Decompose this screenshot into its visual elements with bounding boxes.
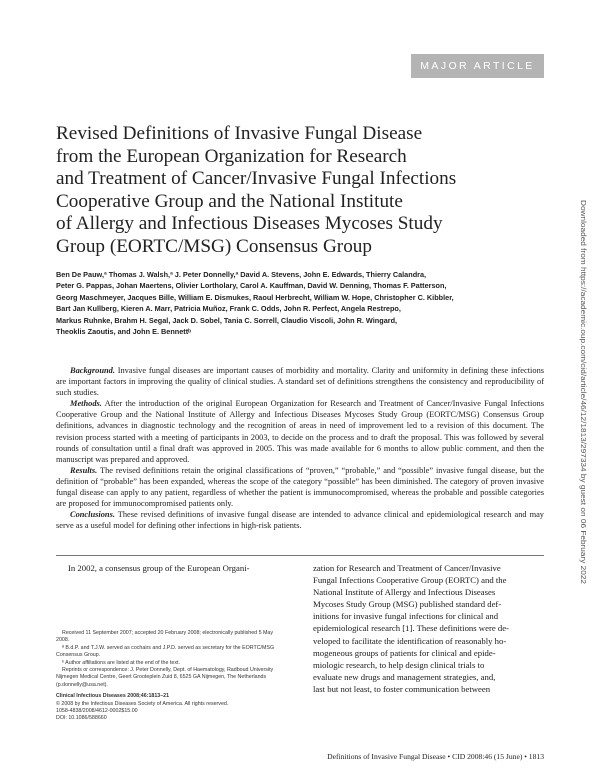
issn-line: 1058-4838/2008/4612-0002$15.00: [56, 708, 138, 715]
author-line: Markus Ruhnke, Brahm H. Segal, Jack D. Sobel, Tania C. Sorrell, Claudio Viscoli, John R. Wingard,: [56, 315, 398, 325]
title-line: of Allergy and Infectious Diseases Mycoses Study: [56, 213, 443, 235]
abstract-background: [56, 365, 544, 398]
body-line: Mycoses Study Group (MSG) published standard def-: [313, 599, 502, 610]
body-line: initions for invasive fungal infections for clinical and: [313, 611, 499, 622]
abstract-results: [56, 465, 544, 509]
title-line: Cooperative Group and the National Institute: [56, 190, 403, 212]
author-line: Peter G. Pappas, Johan Maertens, Olivier Lortholary, Carol A. Kauffman, David W. Denning, Thomas F. Patterson,: [56, 281, 447, 291]
body-line: evaluate new drugs and management strategies, and,: [313, 671, 496, 682]
title-line: from the European Organization for Research: [56, 145, 407, 167]
abstract-label: Background.: [70, 366, 115, 375]
abstract-label: Conclusions.: [70, 510, 115, 520]
abstract-text: Invasive fungal diseases are important causes of morbidity and mortality. Clarity and uniformity in defining these infections are important factors in improving the quality of clinical studies. A standard set of definitions strengthens the consistency and reproducibility of such studies.: [56, 366, 545, 398]
author-list: [56, 269, 536, 337]
abstract-label: Results.: [70, 465, 98, 475]
footnote-reprints: Reprints or correspondence: J. Peter Donnelly, Dept. of Haematology, Radboud University Nijmegen Medical Centre, Geert Grooteplein Zuid 8, 6525 GA Nijmegen, The Netherlands (p.donnelly@usa.net).: [56, 667, 274, 688]
banner-label: MAJOR ARTICLE: [420, 60, 535, 72]
body-line: mogeneous groups of patients for clinical and epide-: [313, 647, 496, 658]
body-line: zation for Research and Treatment of Cancer/Invasive: [313, 563, 501, 573]
download-watermark: [571, 200, 585, 584]
copyright-line: © 2008 by the Infectious Diseases Society of America. All rights reserved.: [56, 700, 229, 707]
author-line: Ben De Pauw,ª Thomas J. Walsh,ª J. Peter Donnelly,ª David A. Stevens, John E. Edwards, Thierry Calandra,: [56, 270, 427, 279]
section-divider: [56, 555, 544, 556]
body-column-left: In 2002, a consensus group of the European Organi-: [68, 563, 250, 573]
article-type-banner: [411, 54, 544, 78]
doi-line: DOI: 10.1086/588660: [56, 715, 107, 722]
body-line: veloped to facilitate the identification of reasonably ho-: [313, 635, 507, 646]
body-line: National Institute of Allergy and Infectious Diseases: [313, 587, 496, 598]
footnotes: [56, 630, 287, 723]
footnote-b: ᵇ Author affiliations are listed at the end of the text.: [62, 659, 180, 666]
article-title: [56, 123, 516, 259]
footnote-received: Received 11 September 2007; accepted 20 February 2008; electronically published 5 May 2008.: [56, 630, 274, 644]
download-watermark-text: Downloaded from https://academic.oup.com/cid/article/46/12/1813/297334 by guest on 06 February 2022: [579, 200, 586, 526]
download-watermark-svg: [571, 200, 585, 584]
body-line: last but not least, to foster communication between: [313, 683, 491, 694]
abstract-methods: [56, 398, 544, 465]
author-line: Georg Maschmeyer, Jacques Bille, William E. Dismukes, Raoul Herbrecht, William W. Hope, Christopher C. Kibbler,: [56, 292, 454, 302]
journal-citation: Clinical Infectious Diseases 2008;46:1813–21: [56, 693, 170, 700]
author-line: Theoklis Zaoutis, and John E. Bennettᵇ: [56, 327, 192, 337]
body-column-right: [313, 562, 544, 695]
author-line: Bart Jan Kullberg, Kieren A. Marr, Patricia Muñoz, Frank C. Odds, John R. Perfect, Angela Restrepo,: [56, 304, 401, 314]
body-line: epidemiological research [1]. These definitions were de-: [313, 623, 509, 634]
abstract-text: The revised definitions retain the original classifications of “proven,” “probable,” and “possible” invasive fungal disease, but the definition of “probable” has been expanded, whereas the scope of the category “possible” has been diminished. The category of proven invasive fungal disease can apply to any patient, regardless of whether the patient is immunocompromised, whereas the probable and possible categories are proposed for immunocompromised patients only.: [56, 465, 544, 509]
abstract: [56, 365, 544, 531]
body-line: Fungal Infections Cooperative Group (EORTC) and the: [313, 575, 507, 586]
body-line: miologic research, to help design clinical trials to: [313, 659, 485, 670]
footnote-a: ª B.d.P. and T.J.W. served as cochairs and J.P.D. served as secretary for the EORTC/MSG Consensus Group.: [56, 644, 275, 659]
abstract-conclusions: [56, 509, 544, 531]
title-line: Revised Definitions of Invasive Fungal Disease: [56, 123, 423, 144]
title-line: Group (EORTC/MSG) Consensus Group: [56, 235, 372, 257]
title-line: and Treatment of Cancer/Invasive Fungal Infections: [56, 168, 457, 190]
abstract-label: Methods.: [70, 399, 102, 409]
page-footer: Definitions of Invasive Fungal Disease • CID 2008:46 (15 June) • 1813: [327, 752, 544, 761]
abstract-text: After the introduction of the original European Organization for Research and Treatment of Cancer/Invasive Fungal Infections Cooperative Group and the National Institute of Allergy and Infectious Diseases Mycoses Study Group (EORTC/MSG) Consensus Group definitions, advances in diagnostic technology and the recognition of areas in need of improvement led to a revision of this document. The revision process started with a meeting of participants in 2003, to decide on the process and to draft the proposal. This was followed by several rounds of consultation until a final draft was approved in 2005. This was made available for 6 months to allow public comment, and then the manuscript was prepared and approved.: [56, 399, 544, 464]
abstract-text: These revised definitions of invasive fungal disease are intended to advance clinical and epidemiological research and may serve as a useful model for defining other infections in high-risk patients.: [56, 510, 544, 531]
